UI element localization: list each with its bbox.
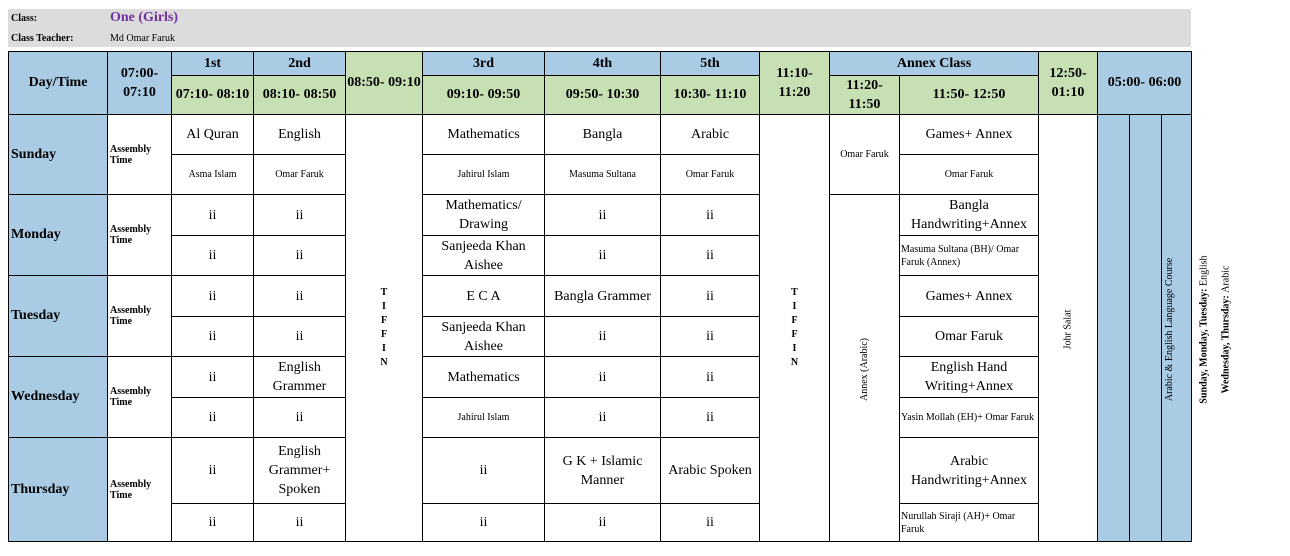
ditto-mark: ii: [172, 317, 254, 357]
wednesday-p2-subject: English Grammer: [254, 357, 346, 398]
period-5-time: 10:30- 11:10: [661, 76, 760, 115]
ditto-mark: ii: [172, 398, 254, 438]
assembly-cell: Assembly Time: [108, 276, 172, 357]
ditto-mark: ii: [254, 236, 346, 276]
ditto-mark: ii: [254, 276, 346, 317]
sunday-p4-subject: Bangla: [545, 115, 661, 155]
day-wednesday: Wednesday: [9, 357, 108, 438]
ditto-mark: ii: [545, 398, 661, 438]
evening-time-header: 05:00- 06:00: [1098, 52, 1192, 115]
annex-2-time: 11:50- 12:50: [900, 76, 1039, 115]
ditto-mark: ii: [661, 357, 760, 398]
ditto-mark: ii: [661, 398, 760, 438]
ditto-mark: ii: [254, 195, 346, 236]
assembly-time-header: 07:00- 07:10: [108, 52, 172, 115]
johr-salat-cell: Johr Salat: [1039, 115, 1098, 542]
ditto-mark: ii: [545, 317, 661, 357]
ditto-mark: ii: [423, 438, 545, 504]
monday-p3-subject: Mathematics/ Drawing: [423, 195, 545, 236]
ditto-mark: ii: [172, 438, 254, 504]
ditto-mark: ii: [661, 317, 760, 357]
sunday-annex-1-teacher: Omar Faruk: [830, 115, 900, 195]
ditto-mark: ii: [661, 276, 760, 317]
routine-table: [8, 51, 1232, 542]
ditto-mark: ii: [661, 504, 760, 542]
assembly-cell: Assembly Time: [108, 357, 172, 438]
sunday-p5-subject: Arabic: [661, 115, 760, 155]
day-thursday: Thursday: [9, 438, 108, 542]
thursday-annex-2-teacher: Nurullah Siraji (AH)+ Omar Faruk: [900, 504, 1039, 542]
sunday-p5-teacher: Omar Faruk: [661, 155, 760, 195]
period-3-header: 3rd: [423, 52, 545, 76]
sunday-p4-teacher: Masuma Sultana: [545, 155, 661, 195]
wednesday-annex-2-teacher: Yasin Mollah (EH)+ Omar Faruk: [900, 398, 1039, 438]
monday-p3-teacher: Sanjeeda Khan Aishee: [423, 236, 545, 276]
annex-class-header: Annex Class: [830, 52, 1039, 76]
tiffin-break-2: T I F F I N: [760, 115, 830, 542]
monday-annex-2-subject: Bangla Handwriting+Annex: [900, 195, 1039, 236]
monday-annex-2-teacher: Masuma Sultana (BH)/ Omar Faruk (Annex): [900, 236, 1039, 276]
wednesday-p3-subject: Mathematics: [423, 357, 545, 398]
day-time-header: Day/Time: [9, 52, 108, 115]
period-5-header: 5th: [661, 52, 760, 76]
period-1-header: 1st: [172, 52, 254, 76]
sunday-annex-2-teacher: Omar Faruk: [900, 155, 1039, 195]
ditto-mark: ii: [254, 398, 346, 438]
thursday-p5-subject: Arabic Spoken: [661, 438, 760, 504]
ditto-mark: ii: [545, 236, 661, 276]
ditto-mark: ii: [172, 276, 254, 317]
ditto-mark: ii: [545, 504, 661, 542]
tuesday-p4-subject: Bangla Grammer: [545, 276, 661, 317]
tiffin-break-1: T I F F I N: [346, 115, 423, 542]
ditto-mark: ii: [661, 195, 760, 236]
ditto-mark: ii: [545, 195, 661, 236]
evening-schedule-english: Sunday, Monday, Tuesday: English: [1130, 115, 1162, 542]
assembly-cell: Assembly Time: [108, 438, 172, 542]
ditto-mark: ii: [423, 504, 545, 542]
ditto-mark: ii: [545, 357, 661, 398]
assembly-cell: Assembly Time: [108, 195, 172, 276]
day-tuesday: Tuesday: [9, 276, 108, 357]
evening-course-cell: Arabic & English Language Course: [1098, 115, 1130, 542]
break-2-time-header: 11:10- 11:20: [760, 52, 830, 115]
sunday-p1-subject: Al Quran: [172, 115, 254, 155]
sunday-p3-subject: Mathematics: [423, 115, 545, 155]
class-value: One (Girls): [110, 10, 179, 25]
period-2-header: 2nd: [254, 52, 346, 76]
annex-1-time: 11:20- 11:50: [830, 76, 900, 115]
sunday-p2-teacher: Omar Faruk: [254, 155, 346, 195]
tuesday-p3-subject: E C A: [423, 276, 545, 317]
wednesday-p3-teacher: Jahirul Islam: [423, 398, 545, 438]
class-label: Class:: [11, 13, 38, 24]
sunday-annex-2-subject: Games+ Annex: [900, 115, 1039, 155]
day-monday: Monday: [9, 195, 108, 276]
class-teacher-label: Class Teacher:: [11, 33, 74, 44]
tuesday-annex-2-teacher: Omar Faruk: [900, 317, 1039, 357]
assembly-cell: Assembly Time: [108, 115, 172, 195]
sunday-p2-subject: English: [254, 115, 346, 155]
ditto-mark: ii: [172, 236, 254, 276]
wednesday-annex-2-subject: English Hand Writing+Annex: [900, 357, 1039, 398]
ditto-mark: ii: [172, 357, 254, 398]
day-sunday: Sunday: [9, 115, 108, 195]
period-4-time: 09:50- 10:30: [545, 76, 661, 115]
period-4-header: 4th: [545, 52, 661, 76]
evening-schedule-arabic: Wednesday, Thursday: Arabic: [1162, 115, 1192, 542]
ditto-mark: ii: [172, 195, 254, 236]
thursday-annex-2-subject: Arabic Handwriting+Annex: [900, 438, 1039, 504]
sunday-p3-teacher: Jahirul Islam: [423, 155, 545, 195]
period-1-time: 07:10- 08:10: [172, 76, 254, 115]
thursday-p2-subject: English Grammer+ Spoken: [254, 438, 346, 504]
class-info-panel: [8, 9, 1191, 47]
sunday-p1-teacher: Asma Islam: [172, 155, 254, 195]
ditto-mark: ii: [254, 317, 346, 357]
break-1-time-header: 08:50- 09:10: [346, 52, 423, 115]
tuesday-p3-teacher: Sanjeeda Khan Aishee: [423, 317, 545, 357]
salat-time-header: 12:50- 01:10: [1039, 52, 1098, 115]
annex-arabic-cell: Annex (Arabic): [830, 195, 900, 542]
period-2-time: 08:10- 08:50: [254, 76, 346, 115]
ditto-mark: ii: [661, 236, 760, 276]
ditto-mark: ii: [172, 504, 254, 542]
thursday-p4-subject: G K + Islamic Manner: [545, 438, 661, 504]
ditto-mark: ii: [254, 504, 346, 542]
period-3-time: 09:10- 09:50: [423, 76, 545, 115]
tuesday-annex-2-subject: Games+ Annex: [900, 276, 1039, 317]
class-teacher-value: Md Omar Faruk: [110, 33, 175, 44]
